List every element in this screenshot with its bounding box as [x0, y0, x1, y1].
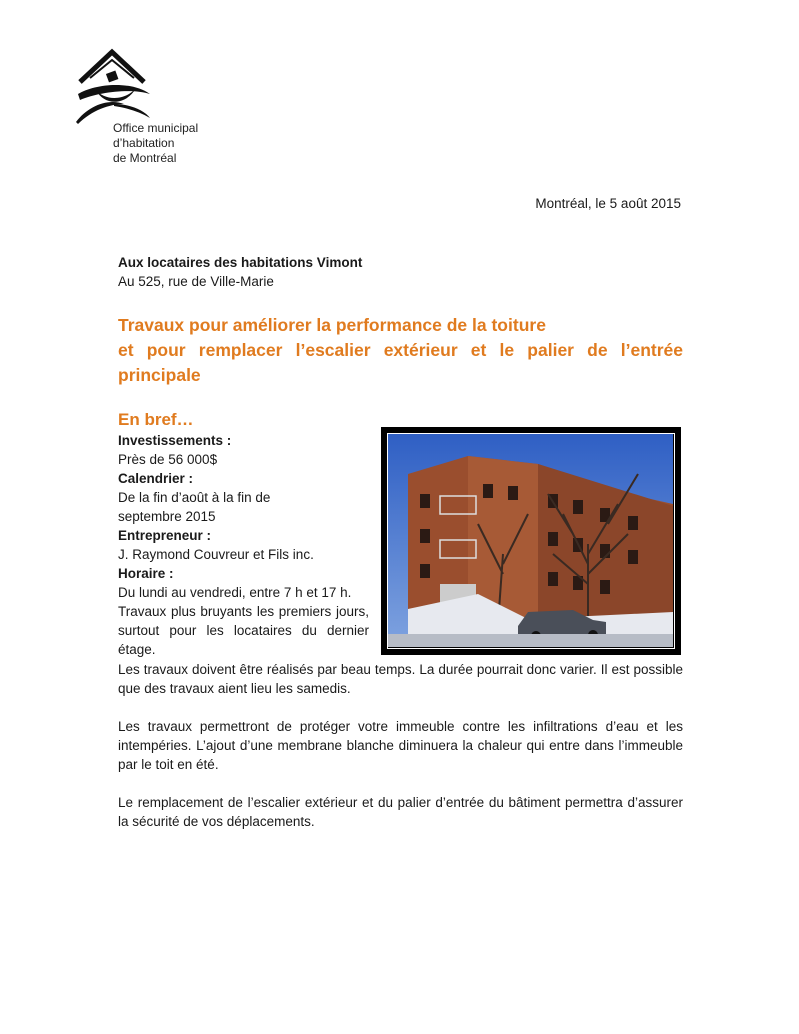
organization-name: [113, 121, 198, 166]
investment-value: Près de 56 000$: [118, 452, 218, 467]
body-text: [118, 660, 683, 850]
paragraph: Le remplacement de l’escalier extérieur et du palier d’entrée du bâtiment permettra d’assurer la sécurité de vos déplacements.: [118, 795, 683, 829]
recipient-block: [118, 253, 362, 291]
building-photo: [381, 427, 681, 655]
omhm-logo-icon: [74, 48, 152, 124]
hours-value: Du lundi au vendredi, entre 7 h et 17 h.: [118, 585, 352, 600]
title-line: principale: [118, 365, 201, 385]
org-name-line: Office municipal: [113, 121, 199, 135]
schedule-value: De la fin d’août à la fin de septembre 2015: [118, 490, 271, 524]
schedule-label: Calendrier :: [118, 471, 194, 486]
contractor-value: J. Raymond Couvreur et Fils inc.: [118, 547, 314, 562]
recipient-name: Aux locataires des habitations Vimont: [118, 255, 363, 270]
investment-label: Investissements :: [118, 433, 232, 448]
contractor-label: Entrepreneur :: [118, 528, 212, 543]
org-name-line: de Montréal: [113, 151, 177, 165]
paragraph: Les travaux doivent être réalisés par beau temps. La durée pourrait donc varier. Il est possible que des travaux aient lieu les samedis.: [118, 662, 683, 696]
hours-note: Travaux plus bruyants les premiers jours, surtout pour les locataires du dernier étage.: [118, 604, 369, 657]
summary-block: [118, 431, 369, 659]
paragraph: Les travaux permettront de protéger votre immeuble contre les infiltrations d’eau et les intempéries. L’ajout d’une membrane blanche diminuera la chaleur qui entre dans l’immeuble par le toit en été.: [118, 719, 683, 772]
org-name-line: d’habitation: [113, 136, 175, 150]
photo-image: [387, 433, 675, 649]
letter-date: Montréal, le 5 août 2015: [535, 196, 681, 211]
recipient-address: Au 525, rue de Ville-Marie: [118, 274, 274, 289]
title-line: Travaux pour améliorer la performance de la toiture: [118, 315, 546, 335]
document-title: [118, 313, 683, 388]
title-line: et pour remplacer l’escalier extérieur et le palier de l’entrée: [118, 340, 683, 360]
hours-label: Horaire :: [118, 566, 174, 581]
section-heading: En bref…: [118, 410, 194, 429]
building-illustration: [388, 434, 673, 647]
